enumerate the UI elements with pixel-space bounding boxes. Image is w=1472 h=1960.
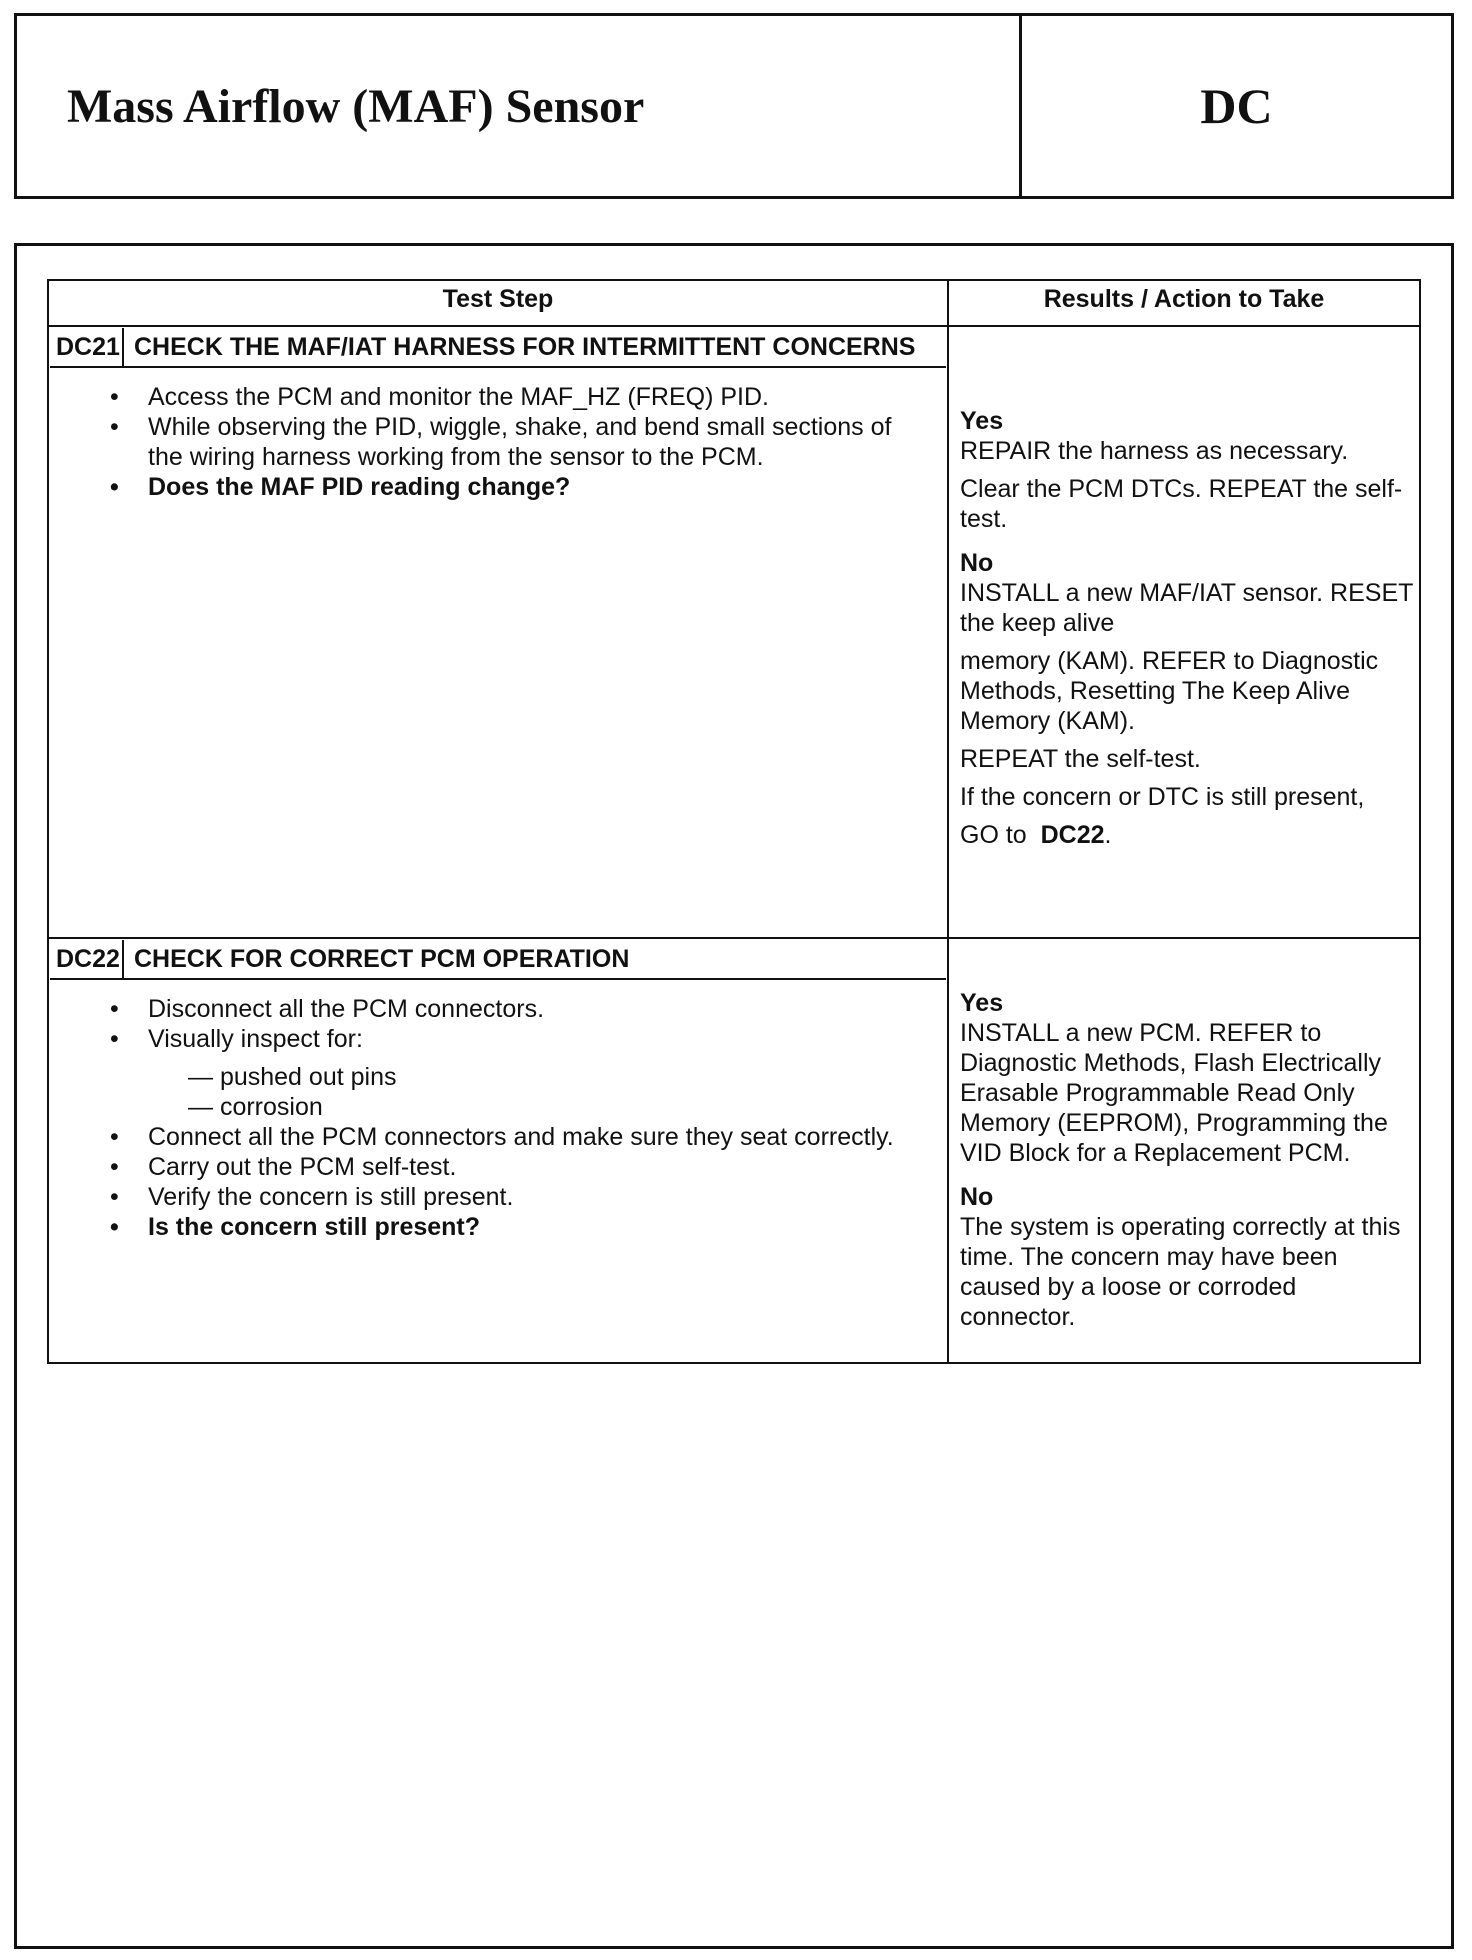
yes-label: Yes: [960, 989, 1004, 1017]
list-item: • Disconnect all the PCM connectors.: [148, 994, 926, 1024]
step-id: DC22: [50, 940, 124, 978]
test-step-cell: [48, 326, 948, 938]
result-line: If the concern or DTC is still present,: [960, 783, 1365, 811]
list-item: • Connect all the PCM connectors and make sure they seat correctly.: [148, 1122, 926, 1152]
table-row-dc21: [48, 326, 1420, 938]
sub-list: [148, 1062, 926, 1122]
step-heading: [50, 328, 946, 368]
result-line: INSTALL a new PCM. REFER to Diagnostic Methods, Flash Electrically Erasable Programmable Read Only Memory (EEPROM), Programming the VID Block for a Replacement PCM.: [960, 1019, 1388, 1167]
column-header-test-step: Test Step: [48, 280, 948, 326]
goto-text: GO to: [960, 821, 1027, 849]
result-line: REPEAT the self-test.: [960, 745, 1201, 773]
goto-line: [960, 820, 1414, 850]
result-line: The system is operating correctly at this time. The concern may have been caused by a loose or corroded connector.: [960, 1213, 1401, 1331]
step-title: CHECK FOR CORRECT PCM OPERATION: [134, 945, 630, 973]
section-code: DC: [1200, 78, 1273, 134]
sub-list-item: — corrosion: [188, 1093, 323, 1121]
step-heading: [50, 940, 946, 980]
step-question: • Does the MAF PID reading change?: [148, 472, 926, 502]
page-header: [14, 13, 1454, 199]
page-title: Mass Airflow (MAF) Sensor: [17, 16, 1022, 196]
yes-label: Yes: [960, 407, 1004, 435]
no-label: No: [960, 549, 994, 577]
list-item: • Access the PCM and monitor the MAF_HZ (FREQ) PID.: [148, 382, 926, 412]
result-line: memory (KAM). REFER to Diagnostic Methods, Resetting The Keep Alive Memory (KAM).: [960, 647, 1379, 735]
step-title: CHECK THE MAF/IAT HARNESS FOR INTERMITTENT CONCERNS: [134, 333, 916, 361]
table-row-dc22: [48, 938, 1420, 1363]
results-cell: [948, 938, 1420, 1363]
results-block: [950, 328, 1418, 856]
content-frame: [14, 243, 1454, 1949]
results-cell: [948, 326, 1420, 938]
step-instructions: [50, 980, 946, 1250]
list-item: • While observing the PID, wiggle, shake, and bend small sections of the wiring harness working from the sensor to the PCM.: [148, 412, 926, 472]
sub-list-item: — pushed out pins: [188, 1063, 397, 1091]
result-line: Clear the PCM DTCs. REPEAT the self-test.: [960, 475, 1403, 533]
list-item-text: Visually inspect for:: [148, 1025, 363, 1053]
test-step-cell: [48, 938, 948, 1363]
step-id: DC21: [50, 328, 124, 366]
step-question: • Is the concern still present?: [148, 1212, 926, 1242]
list-item: • Verify the concern is still present.: [148, 1182, 926, 1212]
list-item: [148, 1024, 926, 1122]
result-line: REPAIR the harness as necessary.: [960, 437, 1349, 465]
no-label: No: [960, 1183, 994, 1211]
list-item: • Carry out the PCM self-test.: [148, 1152, 926, 1182]
table-header-row: [48, 280, 1420, 326]
goto-step-link: DC22: [1040, 821, 1105, 849]
step-instructions: [50, 368, 946, 510]
results-block: [950, 940, 1418, 1338]
goto-period: .: [1104, 821, 1112, 849]
result-line: INSTALL a new MAF/IAT sensor. RESET the keep alive: [960, 579, 1413, 637]
column-header-results: Results / Action to Take: [948, 280, 1420, 326]
test-step-table: [47, 279, 1421, 1364]
